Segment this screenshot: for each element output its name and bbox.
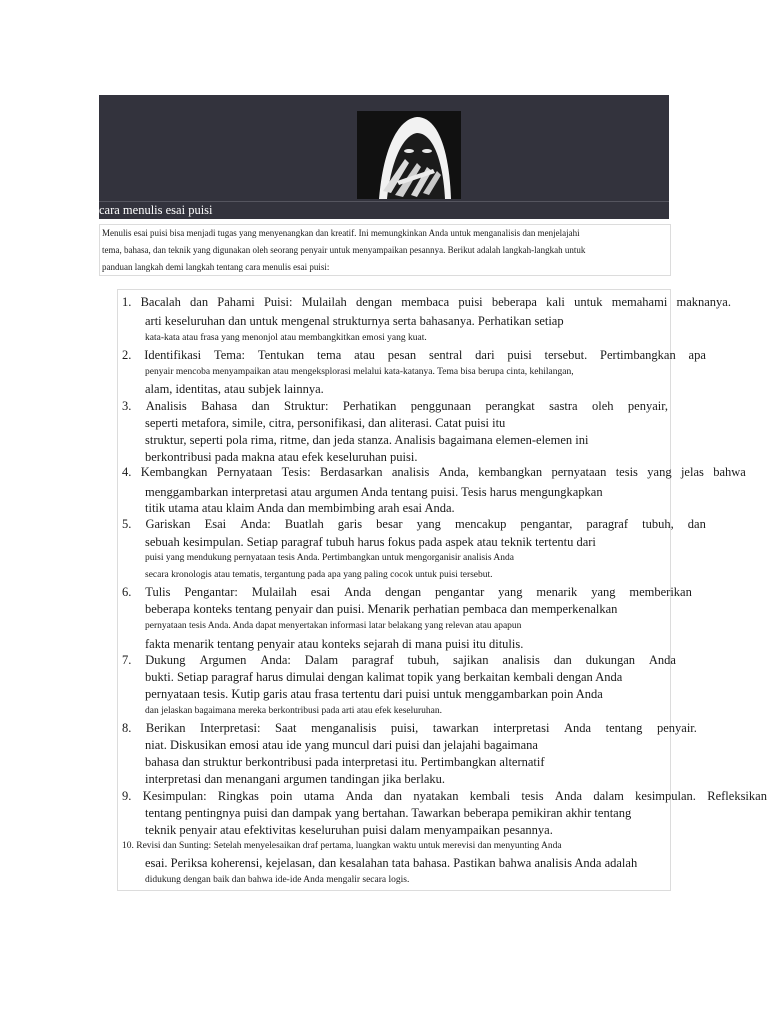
step-body-line: struktur, seperti pola rima, ritme, dan jeda stanza. Analisis bagaimana elemen-elemen ini	[145, 433, 589, 447]
step-heading-line: 1. Bacalah dan Pahami Puisi: Mulailah dengan membaca puisi beberapa kali untuk memahami maknanya.	[122, 295, 731, 309]
step-body-line: titik utama atau klaim Anda dan membimbing arah esai Anda.	[145, 501, 455, 515]
step-body-line: puisi yang mendukung pernyataan tesis Anda. Pertimbangkan untuk mengorganisir analisis Anda	[145, 553, 514, 563]
step-heading-line: 10. Revisi dan Sunting: Setelah menyelesaikan draf pertama, luangkan waktu untuk merevisi dan menyunting Anda	[122, 841, 562, 851]
step-body-line: arti keseluruhan dan untuk mengenal strukturnya serta bahasanya. Perhatikan setiap	[145, 314, 564, 328]
step-body-line: menggambarkan interpretasi atau argumen Anda tentang puisi. Tesis harus mengungkapkan	[145, 485, 603, 499]
step-body-line: esai. Periksa koherensi, kejelasan, dan kesalahan tata bahasa. Pastikan bahwa analisis Anda adalah	[145, 856, 638, 870]
step-body-line: pernyataan tesis Anda. Anda dapat menyertakan informasi latar belakang yang relevan atau apapun	[145, 621, 522, 631]
step-heading-line: 2. Identifikasi Tema: Tentukan tema atau pesan sentral dari puisi tersebut. Pertimbangkan apa	[122, 348, 706, 362]
step-body-line: pernyataan tesis. Kutip garis atau frasa tertentu dari puisi untuk menggambarkan poin Anda	[145, 687, 603, 701]
step-body-line: didukung dengan baik dan bahwa ide-ide Anda mengalir secara logis.	[145, 875, 410, 885]
step-body-line: dan jelaskan bagaimana mereka berkontribusi pada arti atau efek keseluruhan.	[145, 706, 443, 716]
step-heading-line: 5. Gariskan Esai Anda: Buatlah garis besar yang mencakup pengantar, paragraf tubuh, dan	[122, 517, 706, 531]
step-body-line: niat. Diskusikan emosi atau ide yang muncul dari puisi dan jelajahi bagaimana	[145, 738, 538, 752]
intro-line: tema, bahasa, dan teknik yang digunakan oleh seorang penyair untuk menyampaikan pesannya. Berikut adalah langkah-langkah untuk	[102, 245, 586, 255]
page-title: cara menulis esai puisi	[99, 203, 213, 217]
step-body-line: secara kronologis atau tematis, tergantung pada apa yang paling cocok untuk puisi tersebut.	[145, 570, 493, 580]
step-body-line: seperti metafora, simile, citra, personifikasi, dan aliterasi. Catat puisi itu	[145, 416, 506, 430]
step-body-line: bahasa dan struktur berkontribusi pada interpretasi itu. Pertimbangkan alternatif	[145, 755, 545, 769]
step-heading-line: 7. Dukung Argumen Anda: Dalam paragraf tubuh, sajikan analisis dan dukungan Anda	[122, 653, 676, 667]
step-body-line: teknik penyair atau efektivitas keseluruhan puisi dalam menyampaikan pesannya.	[145, 823, 553, 837]
hand-over-face-image	[357, 111, 461, 199]
step-heading-line: 3. Analisis Bahasa dan Struktur: Perhatikan penggunaan perangkat sastra oleh penyair,	[122, 399, 668, 413]
step-body-line: penyair mencoba menyampaikan atau mengeksplorasi melalui kata-katanya. Tema bisa berupa cinta, kehilangan,	[145, 367, 574, 377]
step-heading-line: 6. Tulis Pengantar: Mulailah esai Anda dengan pengantar yang menarik yang memberikan	[122, 585, 692, 599]
step-heading-line: 9. Kesimpulan: Ringkas poin utama Anda dan nyatakan kembali tesis Anda dalam kesimpulan. Refleksikan	[122, 789, 767, 803]
step-body-line: interpretasi dan menangani argumen tandingan jika berlaku.	[145, 772, 446, 786]
intro-line: panduan langkah demi langkah tentang cara menulis esai puisi:	[102, 262, 330, 272]
step-body-line: bukti. Setiap paragraf harus dimulai dengan kalimat topik yang berkaitan kembali dengan Anda	[145, 670, 623, 684]
step-body-line: sebuah kesimpulan. Setiap paragraf tubuh harus fokus pada aspek atau teknik tertentu dari	[145, 535, 596, 549]
step-body-line: tentang pentingnya puisi dan dampak yang bertahan. Tawarkan beberapa pemikiran akhir tentang	[145, 806, 632, 820]
header-banner	[99, 95, 669, 219]
intro-paragraph	[99, 224, 671, 276]
step-body-line: fakta menarik tentang penyair atau konteks sejarah di mana puisi itu ditulis.	[145, 637, 524, 651]
step-body-line: berkontribusi pada makna atau efek keseluruhan puisi.	[145, 450, 418, 464]
step-body-line: kata-kata atau frasa yang menonjol atau membangkitkan emosi yang kuat.	[145, 333, 427, 343]
step-body-line: beberapa konteks tentang penyair dan puisi. Menarik perhatian pembaca dan memperkenalkan	[145, 602, 618, 616]
step-heading-line: 4. Kembangkan Pernyataan Tesis: Berdasarkan analisis Anda, kembangkan pernyataan tesis yang jelas bahwa	[122, 465, 746, 479]
step-heading-line: 8. Berikan Interpretasi: Saat menganalisis puisi, tawarkan interpretasi Anda tentang penyair.	[122, 721, 697, 735]
step-body-line: alam, identitas, atau subjek lainnya.	[145, 382, 324, 396]
intro-line: Menulis esai puisi bisa menjadi tugas yang menyenangkan dan kreatif. Ini memungkinkan Anda untuk menganalisis dan menjelajahi	[102, 228, 580, 238]
